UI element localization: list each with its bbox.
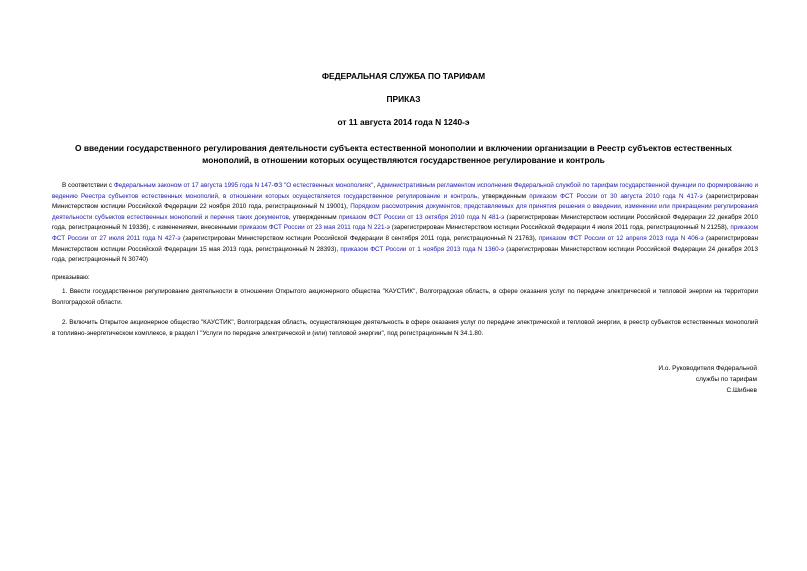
preamble-text: (зарегистрирован Министерством юстиции Российской Федерации 4 июля 2011 года, регистрационный N 21258), [389, 224, 731, 232]
link-order-406[interactable]: приказом ФСТ России от 12 апреля 2013 года N 406-э [538, 234, 704, 242]
preamble-text: , [373, 182, 377, 189]
preamble-text: (зарегистрирован Министерством юстиции Российской Федерации 24 декабря 2013 года, регистрационный N 30740) [52, 245, 758, 264]
link-admin-reglament[interactable]: Административным регламентом исполнения Федеральной службой по тарифам государственной функции по формированию и ведению Реестра субъектов естественных монополий, в отношении которых осуществляется государственное регулирование и контроль [52, 182, 758, 200]
link-order-1360[interactable]: приказом ФСТ России от 1 ноября 2013 года N 1360-э [340, 245, 505, 253]
link-order-417[interactable]: приказом ФСТ России от 30 августа 2010 года N 417-э [529, 192, 703, 200]
link-federal-law[interactable]: Федеральным законом от 17 августа 1995 года N 147-ФЗ "О естественных монополиях" [113, 182, 374, 189]
agency-heading: ФЕДЕРАЛЬНАЯ СЛУЖБА ПО ТАРИФАМ [321, 71, 486, 81]
preamble-text: (зарегистрирован Министерством юстиции Российской Федерации 22 ноября 2010 года, регистрационный N 19001), [52, 192, 758, 211]
item-1-text: 1. Ввести государственное регулирование деятельности в отношении Открытого акционерного общества "КАУСТИК", Волгоградская область, в сфере оказания услуг по передаче электрической и тепловой энергии на территории Волгоградской области. [52, 288, 758, 306]
item-1 [52, 287, 758, 308]
signature-position: И.о. Руководителя Федеральной [658, 365, 757, 372]
title-line-2: монополий, в отношении которых осуществляются государственное регулирование и контроль [202, 154, 605, 165]
doc-type-heading: ПРИКАЗ [386, 94, 421, 104]
preamble-paragraph [52, 181, 758, 266]
preamble-text: , утвержденным [288, 213, 339, 221]
document-title [52, 143, 755, 166]
link-poryadok[interactable]: Порядком рассмотрения документов, представляемых для принятия решения о введении, изменении или прекращении регулирования деятельности субъектов естественных монополий и перечня таких документов [52, 203, 758, 221]
link-order-427[interactable]: приказом ФСТ России от 27 июля 2011 года N 427-э [52, 224, 759, 242]
preamble-text: В соответствии с [62, 182, 114, 189]
preamble-text: (зарегистрирован Министерством юстиции Российской Федерации 15 мая 2013 года, регистрационный N 28393), [52, 234, 758, 253]
preamble-text: (зарегистрирован Министерством юстиции Российской Федерации 8 сентября 2011 года, регистрационный N 21763), [180, 234, 539, 242]
title-line-1: О введении государственного регулирования деятельности субъекта естественной монополии и включении организации в Реестр субъектов естественных [75, 143, 732, 153]
date-number: от 11 августа 2014 года N 1240-э [337, 117, 470, 127]
link-order-481[interactable]: приказом ФСТ России от 13 октября 2010 года N 481-э [338, 213, 505, 221]
link-order-221[interactable]: приказом ФСТ России от 23 мая 2011 года N 221-э [239, 224, 390, 232]
signature-agency: службы по тарифам [695, 375, 757, 383]
orders-word: приказываю: [52, 274, 90, 281]
signature-block [658, 364, 757, 396]
preamble-text: , утвержденным [477, 192, 530, 200]
item-2-text: 2. Включить Открытое акционерное общество "КАУСТИК", Волгоградская область, осуществляющее деятельность в сфере оказания услуг по передаче электрической и тепловой энергии, в реестр субъектов естественных монополий в топливно-энергетическом комплексе, в раздел I "Услуги по передаче электрической и (или) тепловой энергии", под регистрационным N 34.1.80. [52, 319, 758, 337]
preamble-text: (зарегистрирован Министерством юстиции Российской Федерации 22 декабря 2010 года, регистрационный N 19336), с изменениями, внесенными [52, 213, 758, 232]
signature-name: С.Шибнев [726, 386, 757, 394]
item-2 [52, 318, 758, 339]
